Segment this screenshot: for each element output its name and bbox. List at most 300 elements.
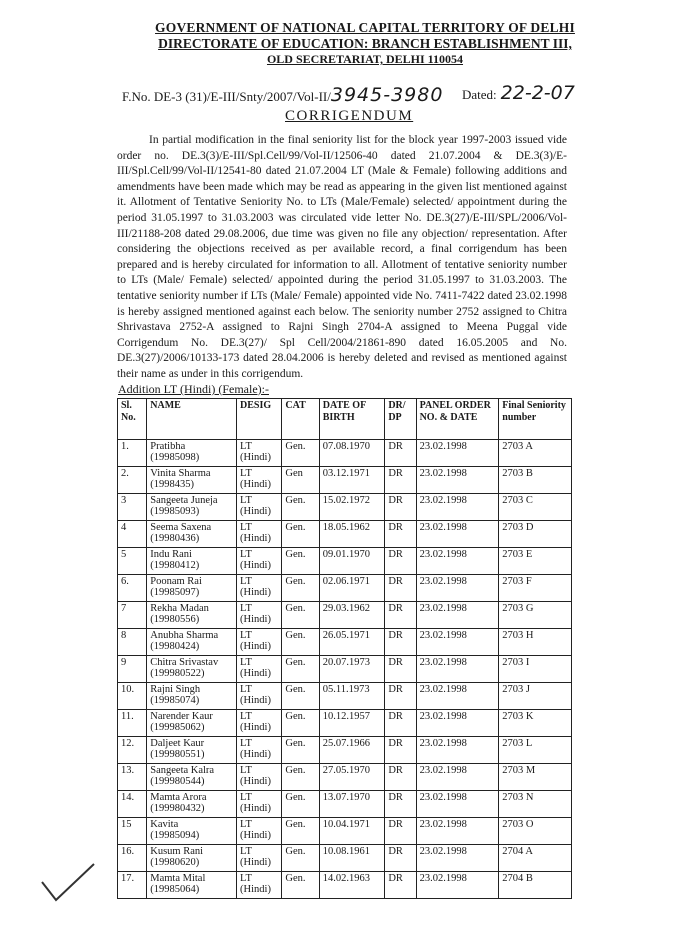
cell-dr-dp [385, 440, 416, 467]
cell-name-id: (199980522) [150, 668, 205, 679]
cell-cat [282, 683, 319, 710]
cell-desig [237, 494, 282, 521]
cell-sl-no-no: 2. [121, 468, 129, 479]
cell-name [147, 872, 237, 899]
cell-name [147, 710, 237, 737]
cell-desig [237, 845, 282, 872]
header-line-3: OLD SECRETARIAT, DELHI 110054 [266, 52, 464, 66]
cell-panel-panel: 23.02.1998 [419, 657, 467, 668]
cell-seniority [499, 764, 572, 791]
cell-dr-dp-dr: DR [388, 549, 403, 560]
cell-seniority-sen: 2703 H [502, 630, 534, 641]
cell-name-id: (19985098) [150, 452, 200, 463]
cell-name [147, 629, 237, 656]
cell-panel [416, 575, 499, 602]
cell-dr-dp-dr: DR [388, 873, 403, 884]
cell-panel [416, 845, 499, 872]
cell-dob-dob: 09.01.1970 [322, 549, 370, 560]
cell-sl-no [118, 440, 147, 467]
cell-name [147, 845, 237, 872]
cell-sl-no-no: 10. [121, 684, 135, 695]
cell-seniority [499, 872, 572, 899]
header-line-2: DIRECTORATE OF EDUCATION: BRANCH ESTABLISHMENT III, [158, 36, 572, 51]
cell-seniority [499, 494, 572, 521]
cell-sl-no-no: 4 [121, 522, 127, 533]
document-title: CORRIGENDUM [285, 108, 414, 124]
cell-seniority [499, 467, 572, 494]
cell-desig-sub: (Hindi) [240, 749, 271, 760]
cell-dob-dob: 20.07.1973 [322, 657, 370, 668]
cell-panel [416, 791, 499, 818]
cell-dob [319, 872, 385, 899]
cell-name [147, 440, 237, 467]
cell-cat-cat: Gen. [285, 495, 306, 506]
cell-dob-dob: 27.05.1970 [322, 765, 370, 776]
cell-dob-dob: 29.03.1962 [322, 603, 370, 614]
cell-dr-dp [385, 872, 416, 899]
table-row [118, 818, 572, 845]
table-row [118, 845, 572, 872]
cell-panel-panel: 23.02.1998 [419, 522, 467, 533]
cell-dob [319, 629, 385, 656]
cell-seniority [499, 440, 572, 467]
cell-cat-cat: Gen. [285, 819, 306, 830]
cell-dr-dp [385, 521, 416, 548]
cell-cat-cat: Gen. [285, 441, 306, 452]
cell-desig [237, 737, 282, 764]
cell-sl-no [118, 764, 147, 791]
cell-name-name: Sangeeta Juneja [150, 495, 218, 506]
cell-cat [282, 791, 319, 818]
cell-desig-desig: LT [240, 873, 252, 884]
cell-name-id: (199980544) [150, 776, 205, 787]
cell-desig [237, 440, 282, 467]
header-dob: DATE OF BIRTH [319, 399, 385, 440]
cell-sl-no [118, 548, 147, 575]
cell-dob [319, 845, 385, 872]
cell-dr-dp [385, 683, 416, 710]
cell-cat [282, 575, 319, 602]
cell-desig-desig: LT [240, 684, 252, 695]
cell-sl-no [118, 683, 147, 710]
cell-dob-dob: 10.04.1971 [322, 819, 370, 830]
cell-name-id: (19985074) [150, 695, 200, 706]
cell-name-id: (199980432) [150, 803, 205, 814]
cell-cat-cat: Gen. [285, 630, 306, 641]
cell-panel [416, 629, 499, 656]
cell-desig-sub: (Hindi) [240, 695, 271, 706]
cell-seniority-sen: 2704 A [502, 846, 533, 857]
cell-panel-panel: 23.02.1998 [419, 792, 467, 803]
cell-cat [282, 872, 319, 899]
cell-cat [282, 656, 319, 683]
cell-dob-dob: 10.08.1961 [322, 846, 370, 857]
cell-name-name: Anubha Sharma [150, 630, 219, 641]
cell-dr-dp-dr: DR [388, 765, 403, 776]
cell-desig [237, 818, 282, 845]
cell-seniority [499, 629, 572, 656]
cell-sl-no-no: 7 [121, 603, 127, 614]
cell-dr-dp [385, 467, 416, 494]
table-row [118, 521, 572, 548]
cell-sl-no-no: 1. [121, 441, 129, 452]
cell-seniority [499, 548, 572, 575]
cell-name [147, 467, 237, 494]
body-paragraph: In partial modification in the final seniority list for the block year 1997-2003 issued vide order no. DE.3(3)/E-III/Spl.Cell/99/Vol-II/12506-40 dated 21.07.2004 & DE.3(3)/E-III/Spl.Cell/99/Vol-II/12541-80 dated 21.07.2004 LT (Male & Female) following additions and amendments have been made which may be read as appearing in the given list mentioned against it. Allotment of Tentative Seniority No. to LTs (Male/Female) selected/ appointment during the period 31.05.1997 to 31.03.2003 was circulated vide letter No. DE.3(27)/E-III/SPL/2006/Vol-III/21188-208 dated 29.08.2006, due time was given no file any objection/ representation. After considering the objections received as per available record, a final corrigendum has been prepared and is hereby circulated for information to all. Allotment of tentative seniority number to LTs (Male/ Female) selected/ appointed during the period 31.05.1997 to 31.03.2003. The tentative seniority number if LTs (Male/ Female) appointed vide No. 7411-7422 dated 23.02.1998 is hereby assigned mentioned against each below. The seniority number 2752 assigned to Chitra Shrivastava 2752-A assigned to Rajni Singh 2704-A assigned to Meena Puggal vide Corrigendum No. DE.3(27)/ Spl Cell/2004/21861-890 dated 16.05.2005 and No. DE.3(27)/2006/10133-173 dated 28.04.2006 is hereby deleted and revised as mentioned against their name as under in this corrigendum. [117, 134, 567, 380]
cell-sl-no-no: 14. [121, 792, 135, 803]
header-seniority: Final Seniority number [499, 399, 572, 440]
table-row [118, 710, 572, 737]
cell-dr-dp-dr: DR [388, 738, 403, 749]
cell-desig [237, 872, 282, 899]
table-row [118, 467, 572, 494]
cell-name-name: Daljeet Kaur [150, 738, 205, 749]
table-row [118, 629, 572, 656]
cell-cat-cat: Gen. [285, 873, 306, 884]
cell-desig-desig: LT [240, 603, 252, 614]
cell-panel-panel: 23.02.1998 [419, 711, 467, 722]
cell-dob-dob: 02.06.1971 [322, 576, 370, 587]
cell-cat [282, 467, 319, 494]
cell-cat-cat: Gen. [285, 522, 306, 533]
cell-sl-no [118, 575, 147, 602]
cell-sl-no [118, 791, 147, 818]
cell-name-name: Kavita [150, 819, 179, 830]
cell-panel-panel: 23.02.1998 [419, 684, 467, 695]
cell-name-name: Kusum Rani [150, 846, 204, 857]
cell-desig-sub: (Hindi) [240, 479, 271, 490]
cell-desig-desig: LT [240, 576, 252, 587]
cell-desig-desig: LT [240, 468, 252, 479]
file-number [122, 84, 443, 106]
cell-desig-sub: (Hindi) [240, 641, 271, 652]
cell-desig-sub: (Hindi) [240, 560, 271, 571]
cell-dr-dp-dr: DR [388, 792, 403, 803]
cell-dr-dp-dr: DR [388, 630, 403, 641]
cell-cat-cat: Gen. [285, 765, 306, 776]
cell-dr-dp [385, 737, 416, 764]
cell-dr-dp [385, 791, 416, 818]
cell-name-id: (19985064) [150, 884, 200, 895]
cell-seniority [499, 656, 572, 683]
cell-name [147, 575, 237, 602]
cell-seniority [499, 602, 572, 629]
cell-seniority-sen: 2703 J [502, 684, 531, 695]
cell-seniority-sen: 2703 F [502, 576, 532, 587]
cell-cat-cat: Gen. [285, 603, 306, 614]
header-dr-dp: DR/ DP [385, 399, 416, 440]
cell-dr-dp [385, 656, 416, 683]
cell-panel [416, 710, 499, 737]
cell-dr-dp [385, 602, 416, 629]
cell-name [147, 791, 237, 818]
cell-name [147, 764, 237, 791]
cell-dr-dp [385, 494, 416, 521]
cell-panel-panel: 23.02.1998 [419, 873, 467, 884]
cell-cat-cat: Gen. [285, 549, 306, 560]
cell-desig-desig: LT [240, 738, 252, 749]
cell-name-id: (19980556) [150, 614, 200, 625]
cell-name-id: (19980424) [150, 641, 200, 652]
cell-cat-cat: Gen. [285, 576, 306, 587]
cell-name [147, 602, 237, 629]
cell-name-id: (19980412) [150, 560, 200, 571]
table-row [118, 791, 572, 818]
cell-desig [237, 791, 282, 818]
cell-desig-desig: LT [240, 441, 252, 452]
cell-desig-sub: (Hindi) [240, 857, 271, 868]
cell-desig [237, 575, 282, 602]
cell-dob [319, 764, 385, 791]
dated [462, 82, 575, 104]
cell-desig [237, 548, 282, 575]
cell-desig [237, 467, 282, 494]
cell-cat [282, 818, 319, 845]
cell-name-id: (199985062) [150, 722, 205, 733]
cell-desig [237, 683, 282, 710]
cell-dob-dob: 10.12.1957 [322, 711, 370, 722]
cell-seniority-sen: 2703 K [502, 711, 534, 722]
cell-dob [319, 683, 385, 710]
cell-name-name: Mamta Arora [150, 792, 207, 803]
cell-name-name: Chitra Srivastav [150, 657, 219, 668]
cell-desig-desig: LT [240, 549, 252, 560]
cell-seniority-sen: 2703 O [502, 819, 534, 830]
cell-name-name: Vinita Sharma [150, 468, 211, 479]
cell-seniority-sen: 2703 C [502, 495, 533, 506]
cell-sl-no [118, 521, 147, 548]
cell-seniority [499, 683, 572, 710]
header-name: NAME [147, 399, 237, 440]
cell-cat [282, 764, 319, 791]
cell-desig-desig: LT [240, 819, 252, 830]
cell-name-id: (19980620) [150, 857, 200, 868]
cell-desig-sub: (Hindi) [240, 803, 271, 814]
cell-name-name: Rajni Singh [150, 684, 201, 695]
cell-name-name: Seema Saxena [150, 522, 212, 533]
cell-desig-sub: (Hindi) [240, 506, 271, 517]
cell-dr-dp [385, 548, 416, 575]
table-header-row [118, 399, 572, 440]
cell-dr-dp-dr: DR [388, 657, 403, 668]
cell-name-id: (1998435) [150, 479, 194, 490]
cell-cat-cat: Gen. [285, 792, 306, 803]
header-desig: DESIG [237, 399, 282, 440]
cell-name-id: (19985093) [150, 506, 200, 517]
cell-seniority-sen: 2703 D [502, 522, 534, 533]
cell-dr-dp-dr: DR [388, 711, 403, 722]
cell-dr-dp [385, 629, 416, 656]
cell-name-name: Poonam Rai [150, 576, 202, 587]
cell-panel [416, 683, 499, 710]
cell-name [147, 494, 237, 521]
cell-cat [282, 521, 319, 548]
cell-name-name: Pratibha [150, 441, 186, 452]
cell-desig-desig: LT [240, 765, 252, 776]
cell-seniority-sen: 2703 B [502, 468, 533, 479]
cell-dob [319, 440, 385, 467]
dated-handwritten: 22-2-07 [500, 82, 575, 104]
cell-sl-no [118, 818, 147, 845]
cell-name [147, 521, 237, 548]
cell-panel [416, 656, 499, 683]
cell-desig-sub: (Hindi) [240, 668, 271, 679]
header-cat: CAT [282, 399, 319, 440]
cell-dr-dp-dr: DR [388, 819, 403, 830]
cell-sl-no-no: 17. [121, 873, 135, 884]
cell-dr-dp-dr: DR [388, 495, 403, 506]
cell-cat-cat: Gen [285, 468, 303, 479]
cell-name [147, 548, 237, 575]
cell-name [147, 737, 237, 764]
cell-seniority-sen: 2703 G [502, 603, 534, 614]
cell-panel-panel: 23.02.1998 [419, 603, 467, 614]
cell-desig [237, 521, 282, 548]
cell-sl-no [118, 494, 147, 521]
cell-seniority-sen: 2704 B [502, 873, 533, 884]
cell-desig-desig: LT [240, 522, 252, 533]
cell-sl-no-no: 9 [121, 657, 127, 668]
cell-sl-no [118, 467, 147, 494]
cell-seniority [499, 845, 572, 872]
table-row [118, 440, 572, 467]
cell-dob-dob: 07.08.1970 [322, 441, 370, 452]
cell-desig [237, 602, 282, 629]
cell-dr-dp [385, 575, 416, 602]
cell-dob [319, 710, 385, 737]
cell-name-name: Indu Rani [150, 549, 192, 560]
cell-panel-panel: 23.02.1998 [419, 630, 467, 641]
cell-cat [282, 548, 319, 575]
file-number-handwritten: 3945-3980 [330, 84, 444, 106]
cell-seniority [499, 710, 572, 737]
table-row [118, 656, 572, 683]
cell-sl-no [118, 602, 147, 629]
cell-desig-sub: (Hindi) [240, 884, 271, 895]
seniority-table [117, 398, 572, 899]
cell-desig [237, 629, 282, 656]
cell-dob-dob: 18.05.1962 [322, 522, 370, 533]
cell-panel [416, 818, 499, 845]
table-row [118, 494, 572, 521]
cell-dr-dp-dr: DR [388, 441, 403, 452]
cell-sl-no [118, 737, 147, 764]
cell-dr-dp [385, 710, 416, 737]
cell-name-id: (19985097) [150, 587, 200, 598]
table-row [118, 737, 572, 764]
header-sl-no: Sl. No. [118, 399, 147, 440]
cell-panel-panel: 23.02.1998 [419, 441, 467, 452]
cell-desig-desig: LT [240, 495, 252, 506]
table-row [118, 575, 572, 602]
cell-panel [416, 467, 499, 494]
cell-seniority [499, 791, 572, 818]
cell-dob [319, 575, 385, 602]
cell-dr-dp-dr: DR [388, 684, 403, 695]
cell-panel [416, 764, 499, 791]
cell-desig-sub: (Hindi) [240, 722, 271, 733]
cell-name [147, 818, 237, 845]
cell-cat-cat: Gen. [285, 846, 306, 857]
cell-seniority [499, 737, 572, 764]
cell-name-name: Mamta Mital [150, 873, 206, 884]
cell-panel-panel: 23.02.1998 [419, 549, 467, 560]
header-panel: PANEL ORDER NO. & DATE [416, 399, 499, 440]
cell-dr-dp-dr: DR [388, 846, 403, 857]
cell-seniority [499, 818, 572, 845]
cell-sl-no [118, 656, 147, 683]
cell-panel [416, 602, 499, 629]
cell-panel [416, 737, 499, 764]
cell-sl-no-no: 5 [121, 549, 127, 560]
cell-cat [282, 602, 319, 629]
cell-desig [237, 656, 282, 683]
cell-desig-sub: (Hindi) [240, 830, 271, 841]
cell-dob [319, 818, 385, 845]
cell-cat-cat: Gen. [285, 738, 306, 749]
table-row [118, 602, 572, 629]
cell-cat [282, 629, 319, 656]
cell-dob-dob: 15.02.1972 [322, 495, 370, 506]
cell-dob [319, 467, 385, 494]
table-row [118, 683, 572, 710]
cell-seniority-sen: 2703 N [502, 792, 534, 803]
cell-seniority-sen: 2703 A [502, 441, 533, 452]
cell-dob [319, 791, 385, 818]
cell-dr-dp-dr: DR [388, 468, 403, 479]
cell-sl-no-no: 3 [121, 495, 127, 506]
cell-seniority-sen: 2703 E [502, 549, 533, 560]
cell-name-name: Narender Kaur [150, 711, 213, 722]
cell-sl-no-no: 16. [121, 846, 135, 857]
cell-panel-panel: 23.02.1998 [419, 495, 467, 506]
cell-seniority [499, 521, 572, 548]
header-line-1: GOVERNMENT OF NATIONAL CAPITAL TERRITORY OF DELHI [155, 20, 575, 35]
cell-panel-panel: 23.02.1998 [419, 765, 467, 776]
cell-panel [416, 494, 499, 521]
cell-panel [416, 872, 499, 899]
cell-desig-desig: LT [240, 657, 252, 668]
cell-desig-sub: (Hindi) [240, 587, 271, 598]
cell-dob [319, 737, 385, 764]
cell-cat-cat: Gen. [285, 684, 306, 695]
cell-dob [319, 602, 385, 629]
cell-dob-dob: 05.11.1973 [322, 684, 370, 695]
cell-desig-sub: (Hindi) [240, 533, 271, 544]
cell-seniority-sen: 2703 L [502, 738, 533, 749]
cell-name-name: Rekha Madan [150, 603, 209, 614]
cell-desig-desig: LT [240, 846, 252, 857]
cell-panel-panel: 23.02.1998 [419, 468, 467, 479]
cell-cat [282, 737, 319, 764]
cell-desig-sub: (Hindi) [240, 776, 271, 787]
cell-dob [319, 656, 385, 683]
dated-label: Dated: [462, 87, 497, 102]
cell-cat [282, 845, 319, 872]
cell-cat [282, 494, 319, 521]
cell-sl-no-no: 15 [121, 819, 132, 830]
table-row [118, 872, 572, 899]
cell-panel-panel: 23.02.1998 [419, 738, 467, 749]
cell-cat [282, 440, 319, 467]
cell-desig-sub: (Hindi) [240, 614, 271, 625]
cell-panel [416, 440, 499, 467]
cell-dob [319, 494, 385, 521]
cell-sl-no-no: 6. [121, 576, 129, 587]
cell-seniority-sen: 2703 I [502, 657, 530, 668]
cell-name [147, 683, 237, 710]
cell-sl-no-no: 12. [121, 738, 135, 749]
